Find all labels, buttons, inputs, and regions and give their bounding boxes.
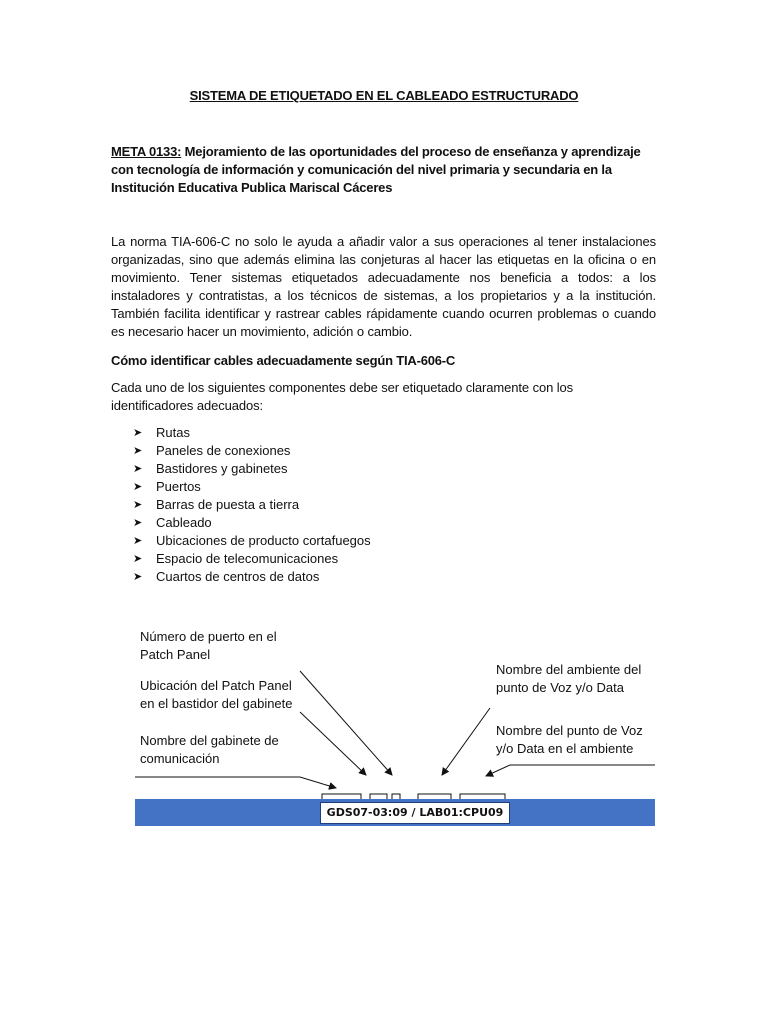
list-item: ➤ Puertos bbox=[133, 479, 201, 494]
list-item: ➤ Rutas bbox=[133, 425, 190, 440]
list-item: ➤ Espacio de telecomunicaciones bbox=[133, 551, 339, 566]
arrow-bullet-icon: ➤ bbox=[133, 535, 143, 547]
meta-heading bbox=[111, 143, 656, 197]
arrow-point bbox=[486, 765, 655, 776]
label-panel-location: Ubicación del Patch Panel en el bastidor del gabinete bbox=[140, 678, 293, 711]
arrow-bullet-icon: ➤ bbox=[133, 499, 143, 511]
section-subheading: Cómo identificar cables adecuadamente según TIA-606-C bbox=[111, 353, 456, 368]
components-intro: Cada uno de los siguientes componentes debe ser etiquetado claramente con los identificadores adecuados: bbox=[111, 380, 574, 413]
label-point-name: Nombre del punto de Voz y/o Data en el ambiente bbox=[496, 723, 643, 756]
list-item: ➤ Cableado bbox=[133, 515, 212, 530]
arrow-ambiente bbox=[442, 708, 490, 775]
list-item: ➤ Bastidores y gabinetes bbox=[133, 461, 288, 476]
arrow-bullet-icon: ➤ bbox=[133, 553, 143, 565]
label-code: GDS07-03:09 / LAB01:CPU09 bbox=[320, 802, 510, 824]
label-cabinet-name: Nombre del gabinete de comunicación bbox=[140, 733, 279, 766]
arrow-cabinet bbox=[135, 777, 336, 788]
arrow-bullet-icon: ➤ bbox=[133, 445, 143, 457]
arrow-bullet-icon: ➤ bbox=[133, 517, 143, 529]
label-ambiente-name: Nombre del ambiente del punto de Voz y/o Data bbox=[496, 662, 642, 695]
arrow-bullet-icon: ➤ bbox=[133, 427, 143, 439]
arrow-bullet-icon: ➤ bbox=[133, 463, 143, 475]
label-port-number: Número de puerto en el Patch Panel bbox=[140, 629, 277, 662]
meta-code: META 0133: bbox=[111, 144, 182, 159]
document-title: SISTEMA DE ETIQUETADO EN EL CABLEADO ESTRUCTURADO bbox=[189, 88, 579, 103]
list-item: ➤ Barras de puesta a tierra bbox=[133, 497, 300, 512]
arrow-bullet-icon: ➤ bbox=[133, 481, 143, 493]
arrow-port-number bbox=[300, 671, 392, 775]
arrow-bullet-icon: ➤ bbox=[133, 571, 143, 583]
components-list bbox=[133, 424, 371, 586]
meta-description: Mejoramiento de las oportunidades del proceso de enseñanza y aprendizaje con tecnología de información y comunicación del nivel primaria y secundaria en la Institución Educativa Publica Mariscal Cáceres bbox=[111, 144, 641, 195]
arrow-panel-location bbox=[300, 712, 366, 775]
intro-paragraph: La norma TIA-606-C no solo le ayuda a añadir valor a sus operaciones al tener instalaciones organizadas, sino que además elimina las conjeturas al hacer las etiquetas en la oficina o en movimiento. Tener sistemas etiquetados adecuadamente nos beneficia a todos: a los instaladores y contratistas, a los técnicos de sistemas, a los propietarios y a la institución. También facilita identificar y rastrear cables rápidamente cuando ocurren problemas o cuando es necesario hacer un movimiento, adición o cambio. bbox=[111, 234, 656, 339]
list-item: ➤ Paneles de conexiones bbox=[133, 443, 291, 458]
list-item: ➤ Ubicaciones de producto cortafuegos bbox=[133, 533, 371, 548]
list-item: ➤ Cuartos de centros de datos bbox=[133, 569, 320, 584]
